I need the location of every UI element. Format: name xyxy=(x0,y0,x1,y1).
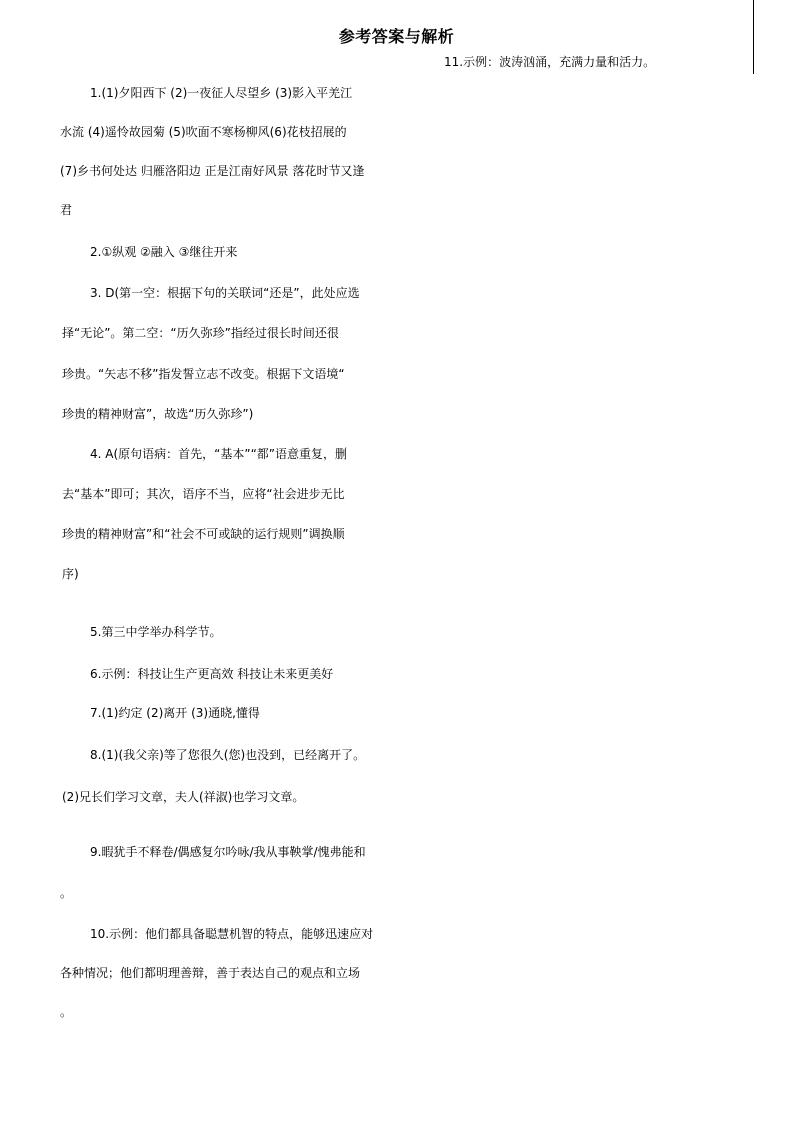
answer-8-line-2: (2)兄长们学习文章，夫人(祥淑)也学习文章。 xyxy=(62,790,305,804)
answer-6: 6.示例：科技让生产更高效 科技让未来更美好 xyxy=(90,667,334,681)
answer-4-line-3: 珍贵的精神财富”和“社会不可或缺的运行规则”调换顺 xyxy=(62,527,345,541)
answer-5: 5.第三中学举办科学节。 xyxy=(90,625,222,639)
answer-3-line-4: 珍贵的精神财富”，故选“历久弥珍”) xyxy=(62,407,254,421)
answer-9-line-1: 9.暇犹手不释卷/偶感复尔吟咏/我从事鞅掌/愧弗能和 xyxy=(90,845,366,859)
answer-4-line-4: 序) xyxy=(62,567,79,581)
answer-7: 7.(1)约定 (2)离开 (3)通晓,懂得 xyxy=(90,706,260,720)
answer-3-line-2: 择“无论”。第二空：“历久弥珍”指经过很长时间还很 xyxy=(62,326,339,340)
answer-1-line-2: 水流 (4)遥怜故园菊 (5)吹面不寒杨柳风(6)花枝招展的 xyxy=(60,125,347,139)
answer-1-line-3: (7)乡书何处达 归雁洛阳边 正是江南好风景 落花时节又逢 xyxy=(60,164,365,178)
answer-10-line-3: 。 xyxy=(60,1005,73,1019)
answer-8-line-1: 8.(1)(我父亲)等了您很久(您)也没到，已经离开了。 xyxy=(90,748,366,762)
answer-4-line-1: 4. A(原句语病：首先，“基本”“都”语意重复，删 xyxy=(90,447,348,461)
answer-3-line-3: 珍贵。“矢志不移”指发誓立志不改变。根据下文语境“ xyxy=(62,367,345,381)
answer-4-line-2: 去“基本”即可；其次，语序不当，应将“社会进步无比 xyxy=(62,487,345,501)
answer-10-line-1: 10.示例：他们都具备聪慧机智的特点，能够迅速应对 xyxy=(90,927,374,941)
answer-1-line-1: 1.(1)夕阳西下 (2)一夜征人尽望乡 (3)影入平羌江 xyxy=(90,86,353,100)
page-title: 参考答案与解析 xyxy=(338,27,455,46)
answer-2: 2.①纵观 ②融入 ③继往开来 xyxy=(90,245,238,259)
answer-1-line-4: 君 xyxy=(60,203,73,217)
answer-9-line-2: 。 xyxy=(60,886,73,900)
answer-3-line-1: 3. D(第一空：根据下句的关联词“还是”，此处应选 xyxy=(90,286,360,300)
answer-10-line-2: 各种情况；他们都明理善辩，善于表达自己的观点和立场 xyxy=(60,966,361,980)
answer-11: 11.示例：波涛汹涌，充满力量和活力。 xyxy=(444,55,656,69)
